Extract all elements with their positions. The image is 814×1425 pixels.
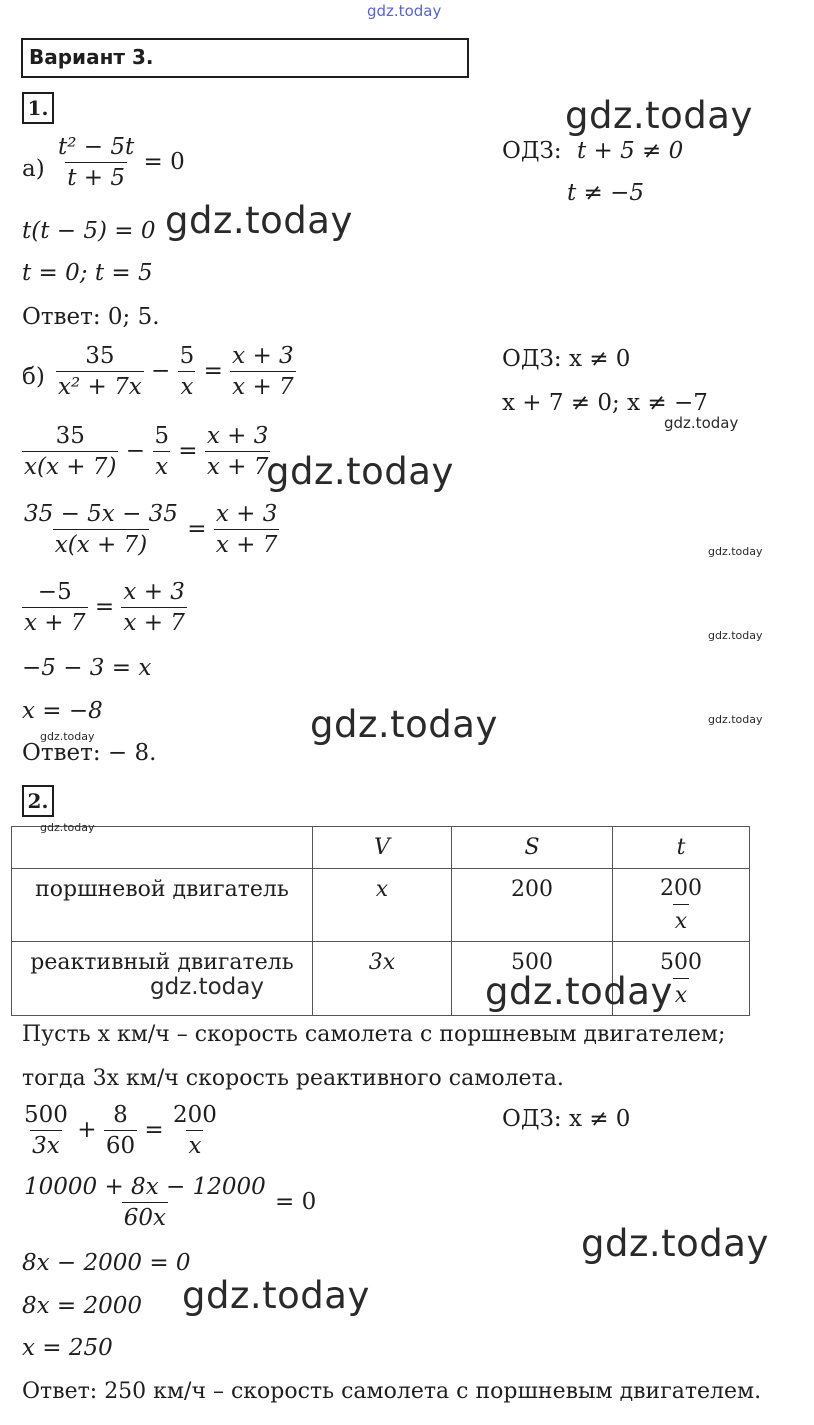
eq1-f1-num: 500 [24, 1102, 68, 1128]
task1a-rhs: = 0 [143, 149, 185, 175]
eq1-f2-den: 60 [104, 1130, 137, 1158]
watermark: gdz.today [708, 713, 763, 726]
step1-f1-num: 35 [55, 423, 85, 449]
minus-sign: − [151, 358, 171, 384]
task1b-odz-line2: x + 7 ≠ 0; x ≠ −7 [502, 390, 708, 416]
task1a-answer: Ответ: 0; 5. [22, 304, 160, 330]
watermark: gdz.today [310, 703, 498, 746]
t-den: x [673, 904, 689, 934]
task1b-odz-line1: ОДЗ: x ≠ 0 [502, 346, 631, 372]
eq1-f1-den: 3x [30, 1130, 62, 1158]
step3-rhs-num: x + 3 [123, 579, 185, 605]
task2-answer: Ответ: 250 км/ч – скорость самолета с поршневым двигателем. [22, 1379, 762, 1404]
t-num: 200 [660, 876, 702, 901]
step1-f3-den: x + 7 [205, 451, 271, 479]
task1b-f1-den: x² + 7x [56, 371, 144, 399]
task1a-step1: t(t − 5) = 0 [22, 218, 156, 244]
equals-sign: = [144, 1117, 164, 1143]
eq1-f3-den: x [186, 1130, 203, 1158]
eq2-den: 60x [122, 1202, 168, 1230]
step2-rhs-num: x + 3 [215, 501, 278, 527]
table-header-cell: S [452, 827, 613, 869]
task1b-f2-num: 5 [179, 343, 195, 369]
step1-f2-den: x [153, 451, 170, 479]
task1a-numerator: t² − 5t [58, 134, 135, 160]
equals-sign: = [187, 516, 207, 542]
task-number-1: 1. [22, 92, 54, 124]
watermark: gdz.today [266, 450, 454, 493]
equals-sign: = [203, 358, 223, 384]
task2-eq2 [22, 1176, 316, 1230]
task1b-step1 [22, 425, 270, 479]
watermark: gdz.today [182, 1274, 370, 1317]
task1b-f3-num: x + 3 [232, 343, 294, 369]
table-cell-s: 200 [452, 869, 613, 942]
variant-header-box [21, 38, 469, 78]
table-row [12, 869, 750, 942]
task2-text1: Пусть x км/ч – скорость самолета с поршневым двигателем; [22, 1022, 726, 1047]
eq2-num: 10000 + 8x − 12000 [24, 1174, 266, 1200]
task1a-odz-line2: t ≠ −5 [567, 180, 645, 206]
watermark: gdz.today [150, 974, 264, 1000]
variant-title: Вариант 3. [29, 45, 154, 69]
task1b-step3 [22, 581, 187, 635]
task1b-answer: Ответ: − 8. [22, 740, 157, 766]
task1a-equation [56, 136, 185, 190]
watermark: gdz.today [664, 414, 739, 432]
task1a-step2: t = 0; t = 5 [22, 260, 153, 286]
step3-num: −5 [37, 579, 72, 605]
task1a-denominator: t + 5 [65, 162, 127, 190]
watermark: gdz.today [565, 94, 753, 137]
step1-f1-den: x(x + 7) [22, 451, 118, 479]
plus-sign: + [77, 1117, 97, 1143]
table-header-cell: t [613, 827, 750, 869]
watermark-top: gdz.today [367, 2, 442, 20]
task1b-equation [56, 345, 296, 399]
task1a-label: а) [22, 156, 45, 182]
eq1-f3-num: 200 [173, 1102, 217, 1128]
task1b-f2-den: x [178, 371, 195, 399]
watermark: gdz.today [708, 629, 763, 642]
table-cell-t [613, 869, 750, 942]
task1a-odz-line1: t + 5 ≠ 0 [576, 138, 684, 164]
task2-text2: тогда 3x км/ч скорость реактивного самолета. [22, 1066, 564, 1091]
table-cell-name: поршневой двигатель [12, 869, 313, 942]
equals-sign: = [178, 438, 198, 464]
task-number-2: 2. [22, 785, 54, 817]
task2-step3: x = 250 [22, 1335, 113, 1361]
t-den: x [673, 978, 689, 1008]
step3-rhs-den: x + 7 [121, 607, 187, 635]
table-cell-v: 3x [313, 942, 452, 1016]
step1-f2-num: 5 [154, 423, 169, 449]
watermark: gdz.today [581, 1222, 769, 1265]
step3-den: x + 7 [22, 607, 88, 635]
table-header-row [12, 827, 750, 869]
watermark: gdz.today [40, 730, 95, 743]
minus-sign: − [125, 438, 146, 464]
task1a-odz [502, 140, 683, 163]
table-cell-v: x [313, 869, 452, 942]
task2-step2: 8x = 2000 [22, 1293, 143, 1319]
task1b-step2 [22, 503, 279, 557]
table-cell-name: реактивный двигатель [12, 942, 313, 1016]
odz-label: ОДЗ: [502, 138, 562, 164]
step2-rhs-den: x + 7 [214, 529, 280, 557]
watermark: gdz.today [165, 199, 353, 242]
task2-step1: 8x − 2000 = 0 [22, 1250, 191, 1276]
task1b-step5: x = −8 [22, 698, 103, 724]
task2-odz: ОДЗ: x ≠ 0 [502, 1106, 631, 1132]
task1b-label: б) [22, 364, 45, 390]
watermark: gdz.today [40, 821, 95, 834]
equals-sign: = [94, 594, 115, 620]
task1b-f3-den: x + 7 [230, 371, 296, 399]
eq1-f2-num: 8 [113, 1102, 128, 1128]
step2-den: x(x + 7) [53, 529, 149, 557]
watermark: gdz.today [708, 545, 763, 558]
task2-eq1 [22, 1104, 219, 1158]
step1-f3-num: x + 3 [206, 423, 269, 449]
task1b-f1-num: 35 [85, 343, 115, 369]
t-num: 500 [660, 949, 702, 975]
eq2-rhs: = 0 [275, 1189, 317, 1215]
watermark: gdz.today [485, 970, 673, 1013]
step2-num: 35 − 5x − 35 [24, 501, 178, 527]
task1b-step4: −5 − 3 = x [22, 655, 152, 681]
table-cell-s: 500 [452, 942, 613, 1016]
table-header-cell: V [313, 827, 452, 869]
